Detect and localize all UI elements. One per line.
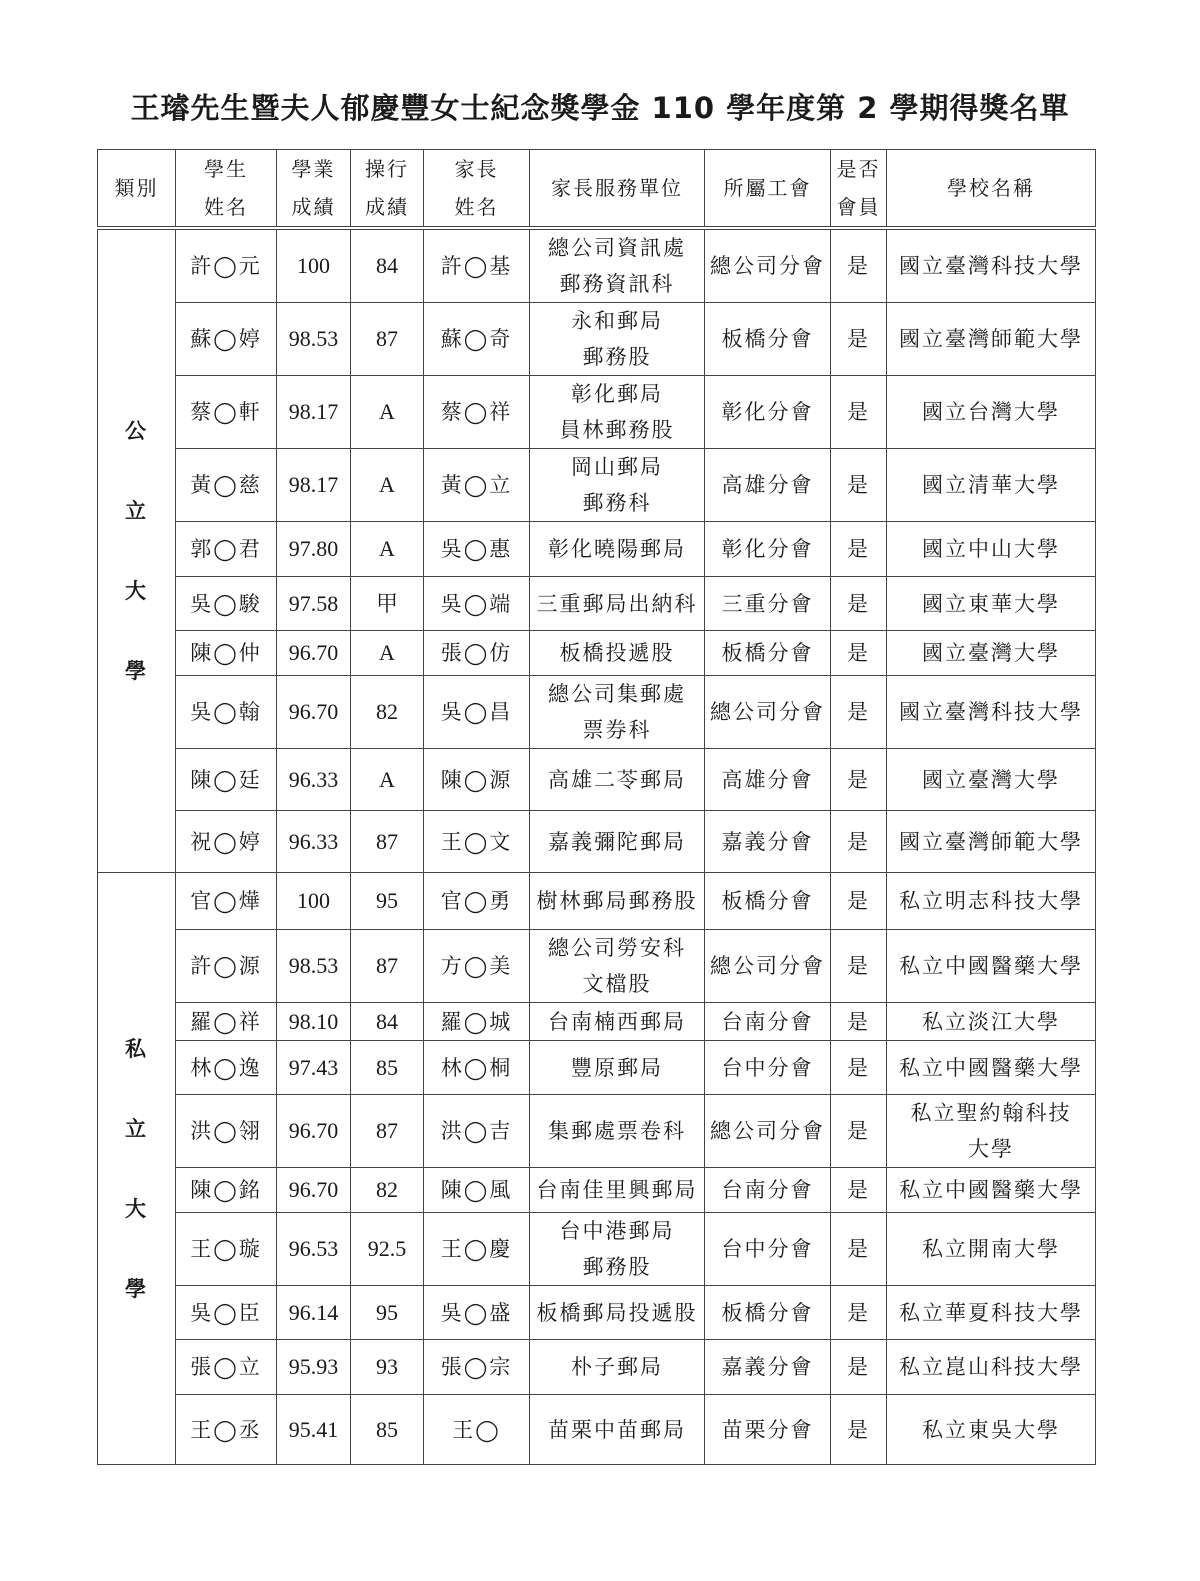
school-name-line: 國立臺灣師範大學 — [899, 327, 1083, 351]
table-row — [98, 1095, 1096, 1168]
school-name-line: 國立清華大學 — [922, 473, 1060, 497]
student-name-cell: 許◯源 — [176, 930, 277, 1003]
table-row — [98, 676, 1096, 749]
parent-unit-line: 郵務股 — [582, 345, 652, 369]
parent-unit-cell — [530, 228, 705, 303]
school-name-line: 私立開南大學 — [922, 1237, 1060, 1261]
table-row — [98, 631, 1096, 676]
member-cell: 是 — [831, 577, 887, 631]
school-cell — [887, 749, 1096, 811]
parent-unit-line: 板橋投遞股 — [559, 641, 675, 665]
school-name-line: 私立中國醫藥大學 — [899, 1055, 1083, 1080]
parent-name-cell: 陳◯風 — [424, 1168, 530, 1213]
student-name-cell: 林◯逸 — [176, 1041, 277, 1095]
school-cell — [887, 449, 1096, 522]
academic-score-cell: 96.53 — [277, 1213, 351, 1286]
conduct-score-cell: 82 — [351, 1168, 424, 1213]
student-name-cell: 蔡◯軒 — [176, 376, 277, 449]
member-cell: 是 — [831, 303, 887, 376]
member-cell: 是 — [831, 1003, 887, 1041]
table-row — [98, 1395, 1096, 1465]
union-cell: 總公司分會 — [705, 1095, 831, 1168]
parent-name-cell: 王◯文 — [424, 811, 530, 873]
category-cell — [98, 228, 176, 873]
member-cell: 是 — [831, 631, 887, 676]
parent-unit-cell — [530, 376, 705, 449]
table-row — [98, 228, 1096, 303]
conduct-score-cell: 87 — [351, 930, 424, 1003]
category-char: 學 — [125, 659, 148, 683]
academic-score-cell: 95.93 — [277, 1340, 351, 1395]
parent-name-cell: 張◯宗 — [424, 1340, 530, 1395]
academic-score-cell: 100 — [277, 228, 351, 303]
conduct-score-cell: 87 — [351, 811, 424, 873]
category-char: 立 — [125, 1116, 148, 1141]
parent-name-cell: 黃◯立 — [424, 449, 530, 522]
student-name-cell: 郭◯君 — [176, 522, 277, 577]
student-name-cell: 王◯璇 — [176, 1213, 277, 1286]
parent-name-cell: 吳◯昌 — [424, 676, 530, 749]
parent-unit-line: 台南佳里興郵局 — [536, 1178, 698, 1202]
student-name-cell: 吳◯臣 — [176, 1286, 277, 1340]
parent-unit-line: 總公司資訊處 — [548, 236, 686, 260]
table-row — [98, 1286, 1096, 1340]
parent-unit-cell — [530, 522, 705, 577]
member-cell: 是 — [831, 873, 887, 930]
student-name-cell: 羅◯祥 — [176, 1003, 277, 1041]
table-row — [98, 449, 1096, 522]
union-cell: 三重分會 — [705, 577, 831, 631]
parent-unit-cell — [530, 303, 705, 376]
category-char: 私 — [125, 1036, 148, 1061]
parent-unit-line: 永和郵局 — [571, 309, 663, 333]
table-row — [98, 577, 1096, 631]
award-table — [97, 149, 1096, 1465]
union-cell: 板橋分會 — [705, 873, 831, 930]
member-cell: 是 — [831, 1168, 887, 1213]
union-cell: 板橋分會 — [705, 631, 831, 676]
header-category: 類別 — [98, 150, 176, 229]
parent-unit-line: 總公司勞安科 — [548, 936, 686, 960]
member-cell: 是 — [831, 449, 887, 522]
header-parent-unit: 家長服務單位 — [530, 150, 705, 229]
parent-unit-cell — [530, 1213, 705, 1286]
table-row — [98, 1340, 1096, 1395]
school-cell — [887, 1168, 1096, 1213]
school-name-line: 國立臺灣科技大學 — [899, 700, 1083, 724]
parent-name-cell: 林◯桐 — [424, 1041, 530, 1095]
category-char: 學 — [125, 1276, 148, 1301]
parent-name-cell: 吳◯惠 — [424, 522, 530, 577]
header-member — [831, 150, 887, 229]
category-char: 大 — [125, 579, 148, 603]
header-academic-line1: 學業 — [291, 157, 336, 181]
school-name-line: 私立東吳大學 — [922, 1417, 1060, 1442]
table-row — [98, 522, 1096, 577]
parent-name-cell: 羅◯城 — [424, 1003, 530, 1041]
document-title: 王璿先生暨夫人郁慶豐女士紀念獎學金 110 學年度第 2 學期得獎名單 — [130, 91, 1070, 125]
header-student-name-line1: 學生 — [204, 157, 248, 181]
conduct-score-cell: A — [351, 376, 424, 449]
union-cell: 嘉義分會 — [705, 811, 831, 873]
student-name-cell: 洪◯翎 — [176, 1095, 277, 1168]
parent-unit-line: 員林郵務股 — [559, 418, 675, 442]
header-parent-name — [424, 150, 530, 229]
parent-name-cell: 官◯勇 — [424, 873, 530, 930]
member-cell: 是 — [831, 749, 887, 811]
student-name-cell: 吳◯駿 — [176, 577, 277, 631]
student-name-cell: 陳◯仲 — [176, 631, 277, 676]
parent-name-cell: 洪◯吉 — [424, 1095, 530, 1168]
member-cell: 是 — [831, 676, 887, 749]
parent-unit-cell — [530, 631, 705, 676]
header-academic-line2: 成績 — [291, 195, 336, 219]
academic-score-cell: 96.70 — [277, 676, 351, 749]
member-cell: 是 — [831, 1213, 887, 1286]
table-row — [98, 811, 1096, 873]
header-conduct-line1: 操行 — [365, 157, 409, 181]
parent-unit-line: 郵務股 — [582, 1255, 652, 1279]
parent-unit-line: 台南楠西郵局 — [548, 1009, 686, 1034]
school-name-line: 國立台灣大學 — [922, 400, 1060, 424]
conduct-score-cell: A — [351, 449, 424, 522]
parent-name-cell: 張◯仿 — [424, 631, 530, 676]
academic-score-cell: 98.53 — [277, 303, 351, 376]
school-cell — [887, 228, 1096, 303]
student-name-cell: 祝◯婷 — [176, 811, 277, 873]
union-cell: 彰化分會 — [705, 376, 831, 449]
student-name-cell: 吳◯翰 — [176, 676, 277, 749]
parent-unit-cell — [530, 1041, 705, 1095]
parent-unit-line: 苗栗中苗郵局 — [548, 1417, 686, 1442]
academic-score-cell: 96.33 — [277, 749, 351, 811]
conduct-score-cell: 93 — [351, 1340, 424, 1395]
header-conduct — [351, 150, 424, 229]
parent-unit-line: 台中港郵局 — [559, 1219, 675, 1243]
conduct-score-cell: 84 — [351, 228, 424, 303]
school-name-line: 私立明志科技大學 — [899, 889, 1083, 913]
school-cell — [887, 1041, 1096, 1095]
school-cell — [887, 1340, 1096, 1395]
academic-score-cell: 96.14 — [277, 1286, 351, 1340]
conduct-score-cell: 85 — [351, 1041, 424, 1095]
school-name-line: 私立華夏科技大學 — [899, 1300, 1083, 1325]
union-cell: 總公司分會 — [705, 676, 831, 749]
student-name-cell: 王◯丞 — [176, 1395, 277, 1465]
parent-unit-line: 三重郵局出納科 — [536, 591, 698, 616]
member-cell: 是 — [831, 522, 887, 577]
school-cell — [887, 873, 1096, 930]
header-student-name — [176, 150, 277, 229]
school-cell — [887, 522, 1096, 577]
school-name-line: 國立臺灣師範大學 — [899, 829, 1083, 854]
parent-unit-line: 票券科 — [582, 718, 652, 742]
parent-unit-cell — [530, 1340, 705, 1395]
parent-unit-line: 豐原郵局 — [571, 1055, 663, 1080]
member-cell: 是 — [831, 930, 887, 1003]
school-name-line: 國立中山大學 — [922, 537, 1060, 561]
parent-unit-cell — [530, 1286, 705, 1340]
member-cell: 是 — [831, 811, 887, 873]
school-name-line: 國立東華大學 — [922, 591, 1060, 616]
academic-score-cell: 97.43 — [277, 1041, 351, 1095]
school-name-line: 私立淡江大學 — [922, 1009, 1060, 1034]
academic-score-cell: 96.70 — [277, 1095, 351, 1168]
member-cell: 是 — [831, 1395, 887, 1465]
parent-name-cell: 吳◯端 — [424, 577, 530, 631]
parent-unit-line: 朴子郵局 — [571, 1355, 663, 1379]
table-row — [98, 930, 1096, 1003]
conduct-score-cell: 甲 — [351, 577, 424, 631]
parent-unit-line: 彰化曉陽郵局 — [548, 537, 686, 561]
conduct-score-cell: 87 — [351, 303, 424, 376]
parent-name-cell: 蔡◯祥 — [424, 376, 530, 449]
parent-unit-cell — [530, 1168, 705, 1213]
parent-unit-line: 集郵處票卷科 — [548, 1119, 686, 1143]
union-cell: 嘉義分會 — [705, 1340, 831, 1395]
school-name-line: 國立臺灣大學 — [922, 641, 1060, 665]
table-row — [98, 1213, 1096, 1286]
header-row — [98, 150, 1096, 229]
parent-unit-line: 樹林郵局郵務股 — [536, 889, 698, 913]
table-row — [98, 376, 1096, 449]
conduct-score-cell: 85 — [351, 1395, 424, 1465]
member-cell: 是 — [831, 1095, 887, 1168]
school-name-line: 國立臺灣科技大學 — [899, 254, 1083, 278]
parent-name-cell: 蘇◯奇 — [424, 303, 530, 376]
conduct-score-cell: 95 — [351, 873, 424, 930]
parent-unit-line: 郵務科 — [582, 491, 652, 515]
school-name-line: 私立中國醫藥大學 — [899, 1178, 1083, 1202]
category-char: 大 — [125, 1196, 148, 1221]
student-name-cell: 許◯元 — [176, 228, 277, 303]
table-row — [98, 873, 1096, 930]
header-union: 所屬工會 — [705, 150, 831, 229]
member-cell: 是 — [831, 376, 887, 449]
parent-name-cell: 許◯基 — [424, 228, 530, 303]
school-cell — [887, 631, 1096, 676]
student-name-cell: 張◯立 — [176, 1340, 277, 1395]
header-student-name-line2: 姓名 — [204, 195, 248, 219]
academic-score-cell: 96.70 — [277, 1168, 351, 1213]
student-name-cell: 陳◯銘 — [176, 1168, 277, 1213]
parent-unit-cell — [530, 1003, 705, 1041]
academic-score-cell: 97.80 — [277, 522, 351, 577]
school-cell — [887, 1095, 1096, 1168]
header-school: 學校名稱 — [887, 150, 1096, 229]
school-name-line: 大學 — [968, 1137, 1014, 1161]
header-parent-name-line2: 姓名 — [454, 195, 499, 219]
conduct-score-cell: 87 — [351, 1095, 424, 1168]
academic-score-cell: 98.53 — [277, 930, 351, 1003]
union-cell: 板橋分會 — [705, 303, 831, 376]
table-row — [98, 1041, 1096, 1095]
table-row — [98, 1003, 1096, 1041]
school-name-line: 國立臺灣大學 — [922, 767, 1060, 792]
academic-score-cell: 97.58 — [277, 577, 351, 631]
school-name-line: 私立中國醫藥大學 — [899, 954, 1083, 978]
school-cell — [887, 376, 1096, 449]
parent-unit-cell — [530, 749, 705, 811]
parent-name-cell: 方◯美 — [424, 930, 530, 1003]
header-parent-name-line1: 家長 — [454, 157, 499, 181]
union-cell: 板橋分會 — [705, 1286, 831, 1340]
header-member-line1: 是否 — [836, 157, 881, 181]
student-name-cell: 官◯燁 — [176, 873, 277, 930]
union-cell: 彰化分會 — [705, 522, 831, 577]
table-row — [98, 303, 1096, 376]
academic-score-cell: 98.17 — [277, 449, 351, 522]
parent-unit-line: 彰化郵局 — [571, 382, 663, 406]
conduct-score-cell: 92.5 — [351, 1213, 424, 1286]
union-cell: 台南分會 — [705, 1168, 831, 1213]
school-cell — [887, 1286, 1096, 1340]
parent-unit-line: 岡山郵局 — [571, 455, 663, 479]
table-body — [98, 228, 1096, 1465]
school-name-line: 私立崑山科技大學 — [899, 1355, 1083, 1379]
academic-score-cell: 100 — [277, 873, 351, 930]
academic-score-cell: 96.33 — [277, 811, 351, 873]
category-char: 公 — [125, 419, 148, 443]
header-conduct-line2: 成績 — [365, 195, 409, 219]
school-cell — [887, 676, 1096, 749]
conduct-score-cell: 95 — [351, 1286, 424, 1340]
school-name-line: 私立聖約翰科技 — [910, 1101, 1072, 1125]
union-cell: 總公司分會 — [705, 930, 831, 1003]
conduct-score-cell: 82 — [351, 676, 424, 749]
parent-name-cell: 王◯慶 — [424, 1213, 530, 1286]
conduct-score-cell: A — [351, 522, 424, 577]
school-cell — [887, 811, 1096, 873]
school-cell — [887, 577, 1096, 631]
union-cell: 苗栗分會 — [705, 1395, 831, 1465]
academic-score-cell: 98.10 — [277, 1003, 351, 1041]
parent-unit-cell — [530, 930, 705, 1003]
category-cell — [98, 873, 176, 1465]
parent-unit-line: 板橋郵局投遞股 — [536, 1300, 698, 1325]
school-cell — [887, 1003, 1096, 1041]
parent-name-cell: 吳◯盛 — [424, 1286, 530, 1340]
academic-score-cell: 98.17 — [277, 376, 351, 449]
parent-unit-cell — [530, 873, 705, 930]
union-cell: 台中分會 — [705, 1213, 831, 1286]
parent-unit-line: 文檔股 — [582, 972, 652, 996]
school-cell — [887, 303, 1096, 376]
academic-score-cell: 96.70 — [277, 631, 351, 676]
parent-name-cell: 陳◯源 — [424, 749, 530, 811]
student-name-cell: 黃◯慈 — [176, 449, 277, 522]
parent-unit-cell — [530, 449, 705, 522]
member-cell: 是 — [831, 1041, 887, 1095]
header-member-line2: 會員 — [836, 195, 881, 219]
parent-unit-cell — [530, 577, 705, 631]
conduct-score-cell: A — [351, 749, 424, 811]
student-name-cell: 陳◯廷 — [176, 749, 277, 811]
union-cell: 台中分會 — [705, 1041, 831, 1095]
member-cell: 是 — [831, 1286, 887, 1340]
union-cell: 台南分會 — [705, 1003, 831, 1041]
union-cell: 高雄分會 — [705, 749, 831, 811]
member-cell: 是 — [831, 228, 887, 303]
parent-unit-line: 總公司集郵處 — [548, 682, 686, 706]
parent-name-cell: 王◯ — [424, 1395, 530, 1465]
parent-unit-line: 郵務資訊科 — [559, 272, 675, 296]
parent-unit-line: 高雄二苓郵局 — [548, 767, 686, 792]
category-char: 立 — [125, 499, 148, 523]
school-cell — [887, 1213, 1096, 1286]
member-cell: 是 — [831, 1340, 887, 1395]
student-name-cell: 蘇◯婷 — [176, 303, 277, 376]
parent-unit-cell — [530, 1095, 705, 1168]
conduct-score-cell: A — [351, 631, 424, 676]
header-academic — [277, 150, 351, 229]
union-cell: 高雄分會 — [705, 449, 831, 522]
conduct-score-cell: 84 — [351, 1003, 424, 1041]
parent-unit-cell — [530, 676, 705, 749]
parent-unit-line: 嘉義彌陀郵局 — [548, 829, 686, 854]
table-row — [98, 1168, 1096, 1213]
union-cell: 總公司分會 — [705, 228, 831, 303]
parent-unit-cell — [530, 811, 705, 873]
school-cell — [887, 1395, 1096, 1465]
parent-unit-cell — [530, 1395, 705, 1465]
academic-score-cell: 95.41 — [277, 1395, 351, 1465]
school-cell — [887, 930, 1096, 1003]
table-row — [98, 749, 1096, 811]
